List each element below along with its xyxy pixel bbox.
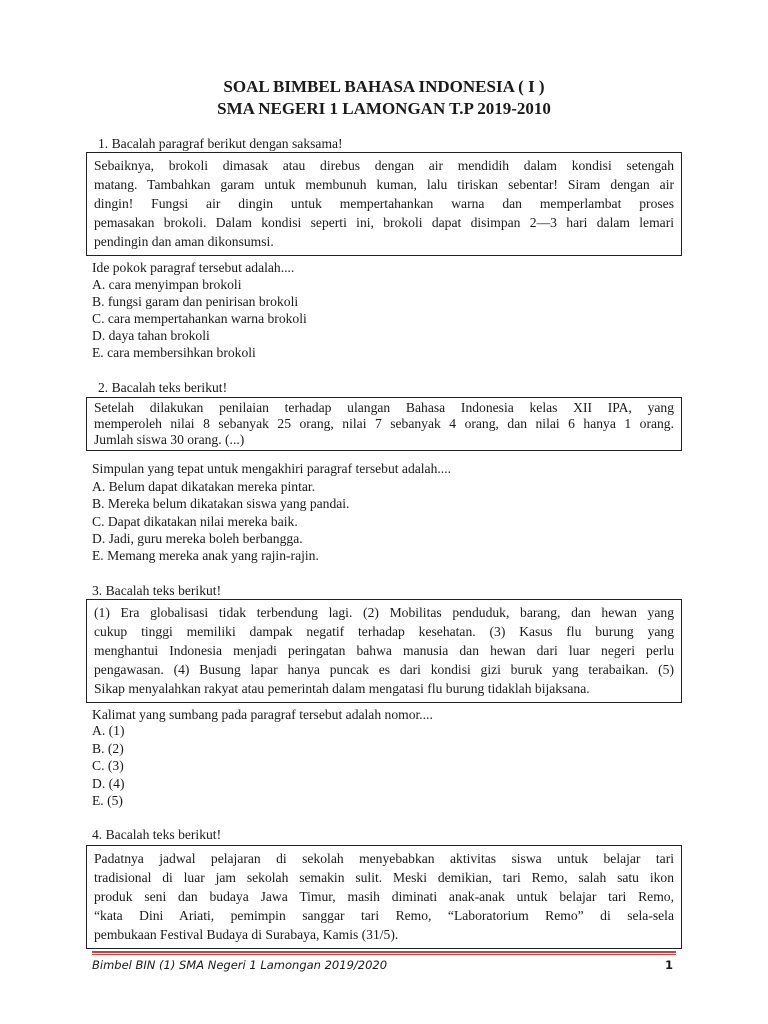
q3-question: Kalimat yang sumbang pada paragraf tersebut adalah nomor.... bbox=[92, 707, 433, 722]
q3-option-a: A. (1) bbox=[92, 723, 125, 738]
q3-option-d: D. (4) bbox=[92, 776, 125, 791]
q3-passage-line: menghantui Indonesia menjadi peringatan bahwa manusia dan hewan dari luar negeri perlu bbox=[94, 643, 674, 658]
q1-option-d: D. daya tahan brokoli bbox=[92, 328, 210, 343]
q4-passage-box bbox=[86, 845, 682, 949]
q1-passage-box bbox=[86, 152, 682, 256]
q1-option-e: E. cara membersihkan brokoli bbox=[92, 345, 256, 360]
q3-passage-line: Sikap menyalahkan rakyat atau pemerintah dalam mengatasi flu burung tidaklah bijaksana. bbox=[94, 681, 590, 696]
q4-passage-line: produk seni dan budaya Jawa Timur, masih diminati anak-anak untuk belajar tari Remo, bbox=[94, 889, 674, 904]
footer-text: Bimbel BIN (1) SMA Negeri 1 Lamongan 2019/2020 bbox=[92, 958, 388, 972]
q1-question: Ide pokok paragraf tersebut adalah.... bbox=[92, 260, 295, 275]
q4-passage-line: “kata Dini Ariati, pemimpin sanggar tari Remo, “Laboratorium Remo” di sela-sela bbox=[94, 908, 674, 923]
q3-option-e: E. (5) bbox=[92, 793, 123, 808]
q4-passage-line: pembukaan Festival Budaya di Surabaya, Kamis (31/5). bbox=[94, 927, 399, 942]
q1-option-b: B. fungsi garam dan penirisan brokoli bbox=[92, 294, 299, 309]
q2-option-c: C. Dapat dikatakan nilai mereka baik. bbox=[92, 514, 298, 529]
document-title-line-2: SMA NEGERI 1 LAMONGAN T.P 2019-2010 bbox=[217, 99, 551, 118]
q3-option-b: B. (2) bbox=[92, 741, 124, 756]
q3-passage-line: cukup tinggi memiliki dampak negatif terhadap kesehatan. (3) Kasus flu burung yang bbox=[94, 624, 674, 639]
q2-option-a: A. Belum dapat dikatakan mereka pintar. bbox=[92, 479, 316, 494]
q1-passage-line: dingin! Fungsi air dingin untuk mempertahankan warna dan memperlambat proses bbox=[94, 196, 674, 211]
q1-instruction: 1. Bacalah paragraf berikut dengan saksama! bbox=[98, 136, 343, 151]
q2-passage-line: Jumlah siswa 30 orang. (...) bbox=[94, 432, 245, 447]
q2-passage-line: memperoleh nilai 8 sebanyak 25 orang, nilai 7 sebanyak 4 orang, dan nilai 6 hanya 1 orang. bbox=[94, 416, 674, 431]
q2-instruction: 2. Bacalah teks berikut! bbox=[98, 380, 228, 395]
q2-question: Simpulan yang tepat untuk mengakhiri paragraf tersebut adalah.... bbox=[92, 461, 451, 476]
q2-passage-line: Setelah dilakukan penilaian terhadap ulangan Bahasa Indonesia kelas XII IPA, yang bbox=[94, 400, 674, 415]
q1-passage-line: pemasakan brokoli. Dalam kondisi seperti ini, brokoli dapat disimpan 2—3 hari dalam lemari bbox=[94, 215, 674, 230]
q3-instruction: 3. Bacalah teks berikut! bbox=[92, 583, 222, 598]
q1-option-c: C. cara mempertahankan warna brokoli bbox=[92, 311, 307, 326]
q2-option-e: E. Memang mereka anak yang rajin-rajin. bbox=[92, 548, 319, 563]
document-title-line-1: SOAL BIMBEL BAHASA INDONESIA ( I ) bbox=[223, 77, 545, 96]
page-number: 1 bbox=[665, 958, 674, 972]
q3-option-c: C. (3) bbox=[92, 758, 124, 773]
q4-passage-line: tradisional di luar jam sekolah semakin sulit. Meski demikian, tari Remo, salah satu ikon bbox=[94, 870, 674, 885]
q1-passage-line: matang. Tambahkan garam untuk membunuh kuman, lalu tiriskan sebentar! Siram dengan air bbox=[94, 177, 674, 192]
q3-passage-line: (1) Era globalisasi tidak terbendung lagi. (2) Mobilitas penduduk, barang, dan hewan yang bbox=[94, 605, 674, 620]
q3-passage-line: pengawasan. (4) Busung lapar hanya puncak es dari kondisi gizi buruk yang terabaikan. (5) bbox=[94, 662, 674, 677]
q1-option-a: A. cara menyimpan brokoli bbox=[92, 277, 242, 292]
q4-passage-line: Padatnya jadwal pelajaran di sekolah menyebabkan aktivitas siswa untuk belajar tari bbox=[94, 851, 674, 866]
footer-divider-thin bbox=[92, 954, 676, 955]
q3-passage-box bbox=[86, 599, 682, 703]
q4-instruction: 4. Bacalah teks berikut! bbox=[92, 827, 222, 842]
q1-passage-line: pendingin dan aman dikonsumsi. bbox=[94, 234, 274, 249]
q2-option-d: D. Jadi, guru mereka boleh berbangga. bbox=[92, 531, 303, 546]
q2-option-b: B. Mereka belum dikatakan siswa yang pandai. bbox=[92, 496, 350, 511]
footer-divider bbox=[92, 951, 676, 953]
q1-passage-line: Sebaiknya, brokoli dimasak atau direbus dengan air mendidih dalam kondisi setengah bbox=[94, 158, 674, 173]
q2-passage-box bbox=[86, 397, 682, 451]
